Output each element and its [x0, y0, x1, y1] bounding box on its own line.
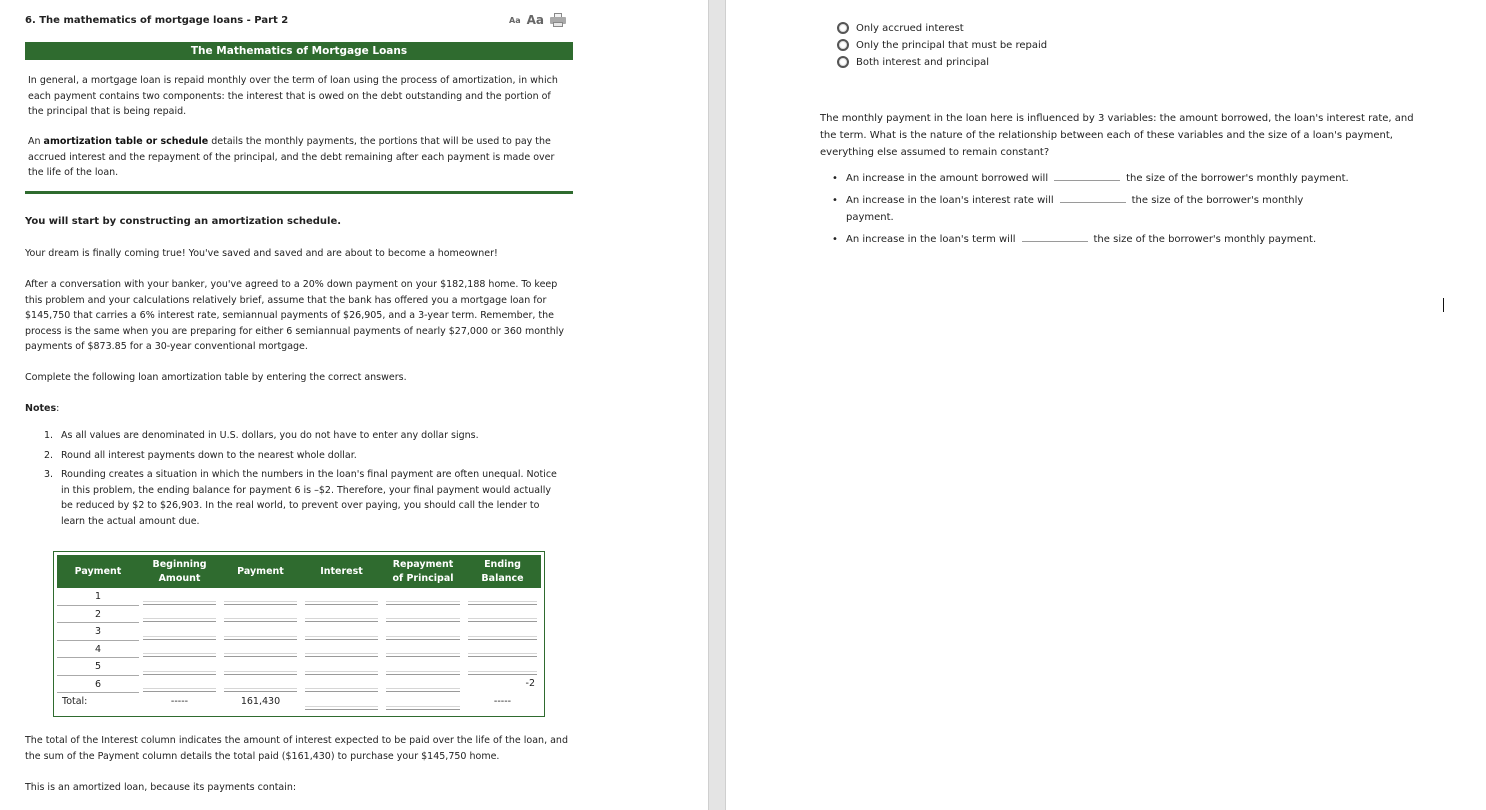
note-text: Rounding creates a situation in which the numbers in the loan's final payment are often unequal. Notice in this problem, the ending balance for payment 6 is –$2. Therefore, your final payment would actually be reduced by $2 to $26,903. In the real world, to prevent over paying, you should call the lender to learn the actual amount due. [61, 469, 557, 527]
beginning-amount-input[interactable] [143, 688, 216, 692]
option-label: Both interest and principal [856, 56, 990, 68]
repayment-input[interactable] [386, 618, 460, 622]
intro-paragraph-2 [28, 134, 568, 181]
header-line: Amount [158, 572, 201, 584]
radio-button-icon[interactable] [837, 56, 849, 68]
question-title: 6. The mathematics of mortgage loans - Part 2 [25, 15, 289, 26]
interest-input[interactable] [305, 688, 378, 692]
payment-input[interactable] [224, 671, 297, 675]
amortization-table [53, 551, 545, 717]
font-size-tools [509, 13, 566, 27]
intro-p2-post: details the monthly payments, the portions that will be used to pay the accrued interest and the repayment of the principal, and the debt remaining after each payment is made over the life of the loan. [28, 136, 555, 178]
amortization-term: amortization table or schedule [43, 136, 209, 147]
interest-input[interactable] [305, 618, 378, 622]
bullet-text: the size of the borrower's monthly payment. [846, 195, 1304, 223]
bullet-text: the size of the borrower's monthly payment. [1093, 234, 1317, 245]
bullet-text: An increase in the loan's interest rate will [846, 195, 1054, 206]
header-repayment [382, 555, 464, 588]
total-payment-value: 161,430 [240, 696, 281, 707]
payment-number: 4 [57, 641, 139, 659]
print-icon[interactable] [550, 13, 566, 27]
header-line: Ending [484, 558, 521, 570]
answer-pane [726, 0, 1486, 810]
beginning-amount-input[interactable] [143, 601, 216, 605]
notes-label: Notes [25, 403, 57, 414]
note-item [44, 448, 564, 464]
option-label: Only accrued interest [856, 22, 964, 34]
note-number: 2. [44, 449, 54, 461]
header-line: of Principal [392, 572, 454, 584]
radio-button-icon[interactable] [837, 39, 849, 51]
payment-number: 5 [57, 658, 139, 676]
bullet-text: An increase in the amount borrowed will [846, 173, 1049, 184]
payment-input[interactable] [224, 653, 297, 657]
notes-colon: : [56, 403, 60, 414]
option-both[interactable] [837, 56, 989, 68]
repayment-input[interactable] [386, 653, 460, 657]
total-label: Total: [62, 696, 88, 707]
increase-font-button[interactable]: Aa [526, 13, 544, 27]
interest-input[interactable] [305, 653, 378, 657]
relationship-list [832, 170, 1352, 253]
intro-p2-pre: An [28, 136, 44, 147]
question-pane [0, 0, 708, 810]
radio-button-icon[interactable] [837, 22, 849, 34]
table-total-row [57, 693, 541, 711]
option-only-principal[interactable] [837, 39, 1047, 51]
header-line: Beginning [152, 558, 207, 570]
table-row [57, 676, 541, 694]
table-row [57, 658, 541, 676]
variables-paragraph: The monthly payment in the loan here is influenced by 3 variables: the amount borrowed, the loan's interest rate, and the term. What is the nature of the relationship between each of these variables and the size of a loan's payment, everything else assumed to remain constant? [820, 113, 1414, 158]
amount-borrowed-dropdown[interactable] [1054, 172, 1120, 181]
interest-input[interactable] [305, 601, 378, 605]
header-line: Balance [481, 572, 524, 584]
section-divider [25, 191, 573, 194]
total-beginning-placeholder: ----- [170, 696, 189, 707]
start-heading: You will start by constructing an amortization schedule. [25, 216, 342, 227]
interest-rate-dropdown[interactable] [1060, 194, 1126, 203]
payment-input[interactable] [224, 618, 297, 622]
option-only-interest[interactable] [837, 22, 964, 34]
table-row [57, 606, 541, 624]
note-text: Round all interest payments down to the nearest whole dollar. [61, 449, 357, 461]
note-item [44, 428, 564, 444]
decrease-font-button[interactable]: Aa [509, 15, 521, 25]
bullet-icon: • [832, 173, 838, 184]
header-ending-balance [464, 555, 541, 588]
table-row [57, 588, 541, 606]
note-item [44, 467, 564, 529]
bullet-icon: • [832, 234, 838, 245]
amortized-question: This is an amortized loan, because its payments contain: [25, 782, 297, 793]
payment-input[interactable] [224, 601, 297, 605]
ending-balance-value: -2 [525, 677, 535, 689]
repayment-input[interactable] [386, 601, 460, 605]
beginning-amount-input[interactable] [143, 636, 216, 640]
ending-balance-input[interactable] [468, 618, 537, 622]
payment-number: 6 [57, 676, 139, 694]
payment-input[interactable] [224, 688, 297, 692]
beginning-amount-input[interactable] [143, 653, 216, 657]
notes-list [44, 428, 564, 533]
loan-term-dropdown[interactable] [1022, 233, 1088, 242]
header-payment-number: Payment [74, 565, 122, 577]
beginning-amount-input[interactable] [143, 618, 216, 622]
bullet-icon: • [832, 195, 838, 206]
header-payment: Payment [237, 565, 284, 577]
note-text: As all values are denominated in U.S. dollars, you do not have to enter any dollar signs. [61, 430, 479, 441]
table-header [57, 555, 541, 588]
total-interest-input[interactable] [305, 706, 378, 710]
pane-divider[interactable] [708, 0, 726, 810]
payment-input[interactable] [224, 636, 297, 640]
table-row [57, 623, 541, 641]
repayment-input[interactable] [386, 688, 460, 692]
text-cursor-icon [1443, 298, 1444, 312]
total-explanation: The total of the Interest column indicates the amount of interest expected to be paid over the life of the loan, and the sum of the Payment column details the total paid ($161,430) to purchase your $145,750 home. [25, 735, 568, 762]
bullet-text: the size of the borrower's monthly payment. [1126, 173, 1349, 184]
bullet-text: An increase in the loan's term will [846, 234, 1016, 245]
intro-paragraph-1: In general, a mortgage loan is repaid monthly over the term of loan using the process of amortization, in which each payment contains two components: the interest that is owed on the debt outstanding and the portion of the principal that is being repaid. [28, 75, 558, 117]
table-row [57, 641, 541, 659]
note-number: 3. [44, 469, 54, 480]
note-number: 1. [44, 430, 54, 441]
interest-input[interactable] [305, 636, 378, 640]
ending-balance-input[interactable] [468, 671, 537, 675]
section-banner: The Mathematics of Mortgage Loans [25, 42, 573, 60]
beginning-amount-input[interactable] [143, 671, 216, 675]
header-beginning-amount [139, 555, 220, 588]
interest-input[interactable] [305, 671, 378, 675]
dream-paragraph: Your dream is finally coming true! You've saved and saved and are about to become a homeowner! [25, 248, 498, 259]
list-item [832, 170, 1352, 187]
option-label: Only the principal that must be repaid [856, 39, 1048, 51]
ending-balance-input[interactable] [468, 601, 537, 605]
list-item [832, 231, 1352, 248]
complete-instruction: Complete the following loan amortization table by entering the correct answers. [25, 372, 407, 383]
header-interest: Interest [320, 565, 363, 577]
scenario-paragraph: After a conversation with your banker, you've agreed to a 20% down payment on your $182,188 home. To keep this problem and your calculations relatively brief, assume that the bank has offered you a mortgage loan for $145,750 that carries a 6% interest rate, semiannual payments of $26,905, and a 3-year term. Remember, the process is the same when you are preparing for either 6 semiannual payments of nearly $27,000 or 360 monthly payments of $873.85 for a 30-year conventional mortgage. [25, 279, 565, 352]
payment-number: 1 [57, 588, 139, 606]
notes-heading [25, 401, 570, 417]
repayment-input[interactable] [386, 671, 460, 675]
ending-balance-input[interactable] [468, 636, 537, 640]
ending-balance-input[interactable] [468, 653, 537, 657]
payment-number: 2 [57, 606, 139, 624]
total-repayment-input[interactable] [386, 706, 460, 710]
header-line: Repayment [392, 558, 454, 570]
list-item [832, 192, 1352, 226]
total-ending-placeholder: ----- [493, 696, 512, 707]
repayment-input[interactable] [386, 636, 460, 640]
payment-number: 3 [57, 623, 139, 641]
